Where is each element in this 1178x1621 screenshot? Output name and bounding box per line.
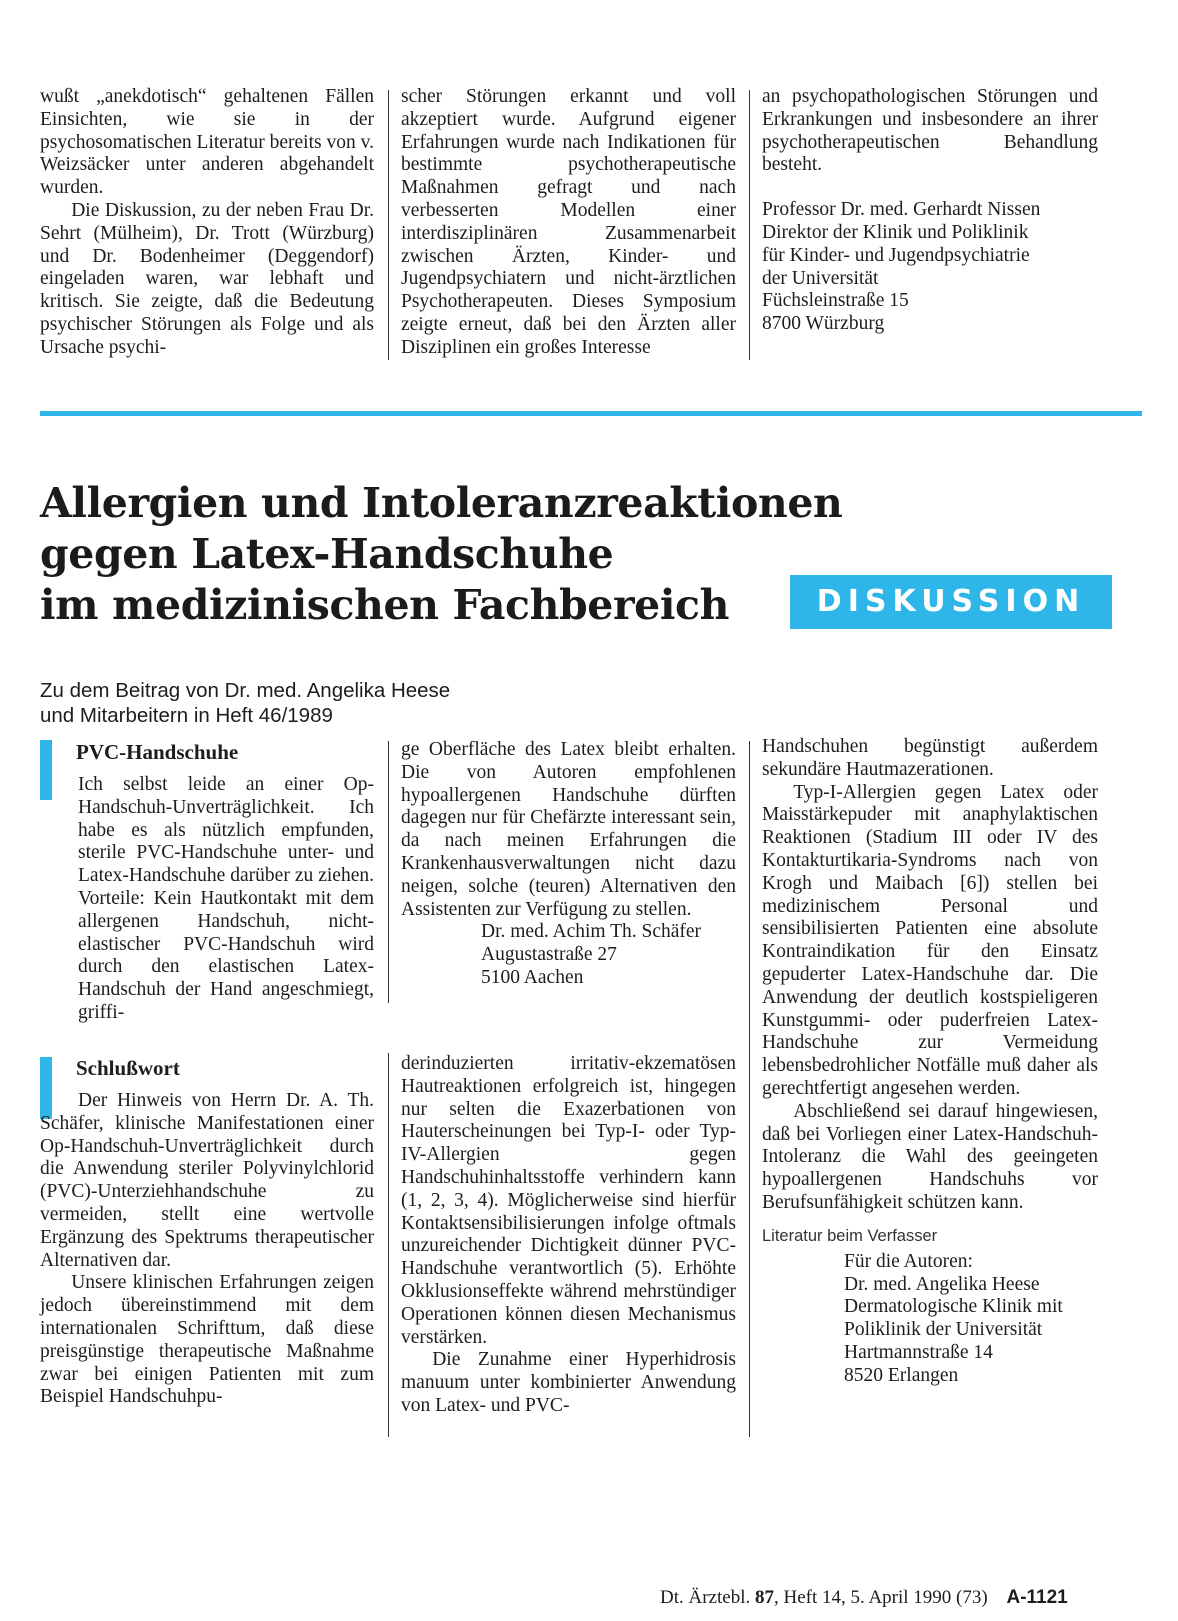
top-col1-paragraph-1: wußt „anekdotisch“ gehaltenen Fällen Einsichten, wie sie in der psychosomatischen Literatur bereits von v. Weizsäcker unter anderen abgehandelt wurden. xyxy=(40,86,374,199)
column-divider xyxy=(388,1053,389,1437)
signature-line: 8520 Erlangen xyxy=(844,1364,959,1386)
signature-line: Augustastraße 27 xyxy=(481,944,617,966)
page-number: A-1121 xyxy=(1006,1587,1068,1608)
author-signature-nissen xyxy=(762,199,1098,336)
title-line: Allergien und Intoleranzreaktionen xyxy=(40,479,843,527)
section-divider-rule xyxy=(40,411,1142,416)
top-column-3 xyxy=(762,86,1098,336)
signature-line: Professor Dr. med. Gerhardt Nissen xyxy=(762,199,1041,221)
literature-note: Literatur beim Verfasser xyxy=(762,1226,938,1245)
reply-col2-paragraph-1: derinduzierten irritativ-ekzematösen Hautreaktionen erfolgreich ist, hingegen nur selten die Exazerbationen von Hauterscheinungen bei Typ-I- oder Typ-IV-Allergien gegen Handschuhinhaltsstoffe verhindern kann (1, 2, 3, 4). Möglicherweise sind hierfür Kontaktsensibilisierungen infolge oftmals unzureichender Dichtigkeit dünner PVC-Handschuhe verantwortlich (5). Erhöhte Okklusionseffekte während mehrstündiger Operationen können diesen Mechanismus verstärken. xyxy=(401,1053,736,1348)
column-divider xyxy=(749,90,750,360)
top-col3-paragraph-1: an psychopathologischen Störungen und Erkrankungen und insbesondere an ihrer psychotherapeutischen Behandlung besteht. xyxy=(762,86,1098,176)
signature-line: für Kinder- und Jugendpsychiatrie xyxy=(762,244,1030,266)
title-line: im medizinischen Fachbereich xyxy=(40,581,730,629)
top-col2-paragraph-1: scher Störungen erkannt und voll akzeptiert wurde. Aufgrund eigener Erfahrungen wurde nach Indikationen für bestimmte psychotherapeutische Maßnahmen gefragt und nach verbesserten Modellen einer interdisziplinären Zusammenarbeit zwischen Ärzten, Kinder- und Jugendpsychiatern und nicht-ärztlichen Psychotherapeuten. Dieses Symposium zeigte erneut, daß bei den Ärzten aller Disziplinen ein großes Interesse xyxy=(401,86,736,358)
section-heading-pvc: PVC-Handschuhe xyxy=(76,740,239,764)
article-subtitle xyxy=(40,678,450,728)
signature-line: der Universität xyxy=(762,267,879,289)
reply-col3-paragraph-1: Typ-I-Allergien gegen Latex oder Maisstärkepuder mit anaphylaktischen Reaktionen (Stadium III oder IV des Kontakturtikaria-Syndroms nach von Krogh und Maibach [6]) stellen bei medizinischem Personal und sensibilisierten Patienten eine absolute Kontraindikation für den Einsatz gepuderter Latex-Handschuhe dar. Die Anwendung der deutlich kostspieligeren Kunstgummi- oder puderfreien Latex-Handschuhe zur Vermeidung lebensbedrohlicher Notfälle muß daher als gerechtfertigt angesehen werden. xyxy=(762,781,1098,1099)
signature-line: Füchsleinstraße 15 xyxy=(762,290,909,312)
reply-col1-paragraph-1: Der Hinweis von Herrn Dr. A. Th. Schäfer, klinische Manifestationen einer Op-Handschuh-Unverträglichkeit durch die Anwendung steriler Polyvinylchlorid (PVC)-Unterziehhandschuhe zu vermeiden, stellt eine wertvolle Ergänzung des Spektrums therapeutischer Alternativen dar. xyxy=(40,1090,374,1271)
signature-line: Poliklinik der Universität xyxy=(844,1319,1043,1341)
article-title xyxy=(40,478,842,631)
reply-col3-paragraph-0: Handschuhen begünstigt außerdem sekundäre Hautmazerationen. xyxy=(762,736,1098,780)
column-divider xyxy=(388,90,389,360)
top-col1-paragraph-2: Die Diskussion, zu der neben Frau Dr. Sehrt (Mülheim), Dr. Trott (Würzburg) und Dr. Bodenheimer (Deggendorf) eingeladen waren, war lebhaft und kritisch. Sie zeigte, daß die Bedeutung psychischer Störungen als Folge und als Ursache psychi- xyxy=(40,199,374,358)
reply-column-1 xyxy=(40,1055,374,1409)
reply-column-2 xyxy=(401,1053,736,1418)
title-line: gegen Latex-Handschuhe xyxy=(40,530,614,578)
diskussion-badge: DISKUSSION xyxy=(790,575,1112,629)
journal-volume: 87 xyxy=(754,1587,774,1608)
author-signature-schaefer xyxy=(401,921,736,989)
journal-issue: , Heft 14, 5. April 1990 (73) xyxy=(773,1587,988,1608)
letter-col1-paragraph: Ich selbst leide an einer Op-Handschuh-Unverträglichkeit. Ich habe es als nützlich empfunden, sterile PVC-Handschuhe unter- und Latex-Handschuhe darüber zu ziehen. Vorteile: Kein Hautkontakt mit dem allergenen Handschuh, nicht-elastischer PVC-Handschuh wird durch den elastischen Latex-Handschuh der Hand angeschmiegt, griffi- xyxy=(78,774,374,1023)
signature-line: Hartmannstraße 14 xyxy=(844,1341,993,1363)
subtitle-line: und Mitarbeitern in Heft 46/1989 xyxy=(40,704,333,727)
column-divider xyxy=(749,741,750,1437)
reply-col1-paragraph-2: Unsere klinischen Erfahrungen zeigen jedoch übereinstimmend mit dem internationalen Schrifttum, daß diese preisgünstige therapeutische Maßnahme zwar bei einigen Patienten mit zum Beispiel Handschuhpu- xyxy=(40,1272,374,1408)
reply-column-3 xyxy=(762,736,1098,1388)
letter-column-1 xyxy=(40,739,374,1025)
journal-name: Dt. Ärztebl. xyxy=(660,1587,751,1608)
signature-line: 5100 Aachen xyxy=(481,966,584,988)
signature-line: Dr. med. Angelika Heese xyxy=(844,1273,1040,1295)
letter-column-2 xyxy=(401,739,736,990)
signature-line: Direktor der Klinik und Poliklinik xyxy=(762,221,1029,243)
top-column-2 xyxy=(401,86,736,360)
reply-col2-paragraph-2: Die Zunahme einer Hyperhidrosis manuum unter kombinierter Anwendung von Latex- und PVC- xyxy=(401,1349,736,1416)
column-divider xyxy=(388,741,389,1003)
subtitle-line: Zu dem Beitrag von Dr. med. Angelika Heese xyxy=(40,679,451,702)
author-signature-heese xyxy=(762,1251,1098,1388)
signature-line: Für die Autoren: xyxy=(844,1250,973,1272)
signature-line: Dr. med. Achim Th. Schäfer xyxy=(481,921,702,943)
page-footer xyxy=(660,1587,1068,1609)
section-heading-schlusswort: Schlußwort xyxy=(76,1056,180,1080)
signature-line: 8700 Würzburg xyxy=(762,313,885,335)
reply-col3-paragraph-2: Abschließend sei darauf hingewiesen, daß bei Vorliegen einer Latex-Handschuh-Intoleranz die Wahl des geeingeten hypoallergenen Handschuhs vor Berufsunfähigkeit schützen kann. xyxy=(762,1100,1098,1213)
signature-line: Dermatologische Klinik mit xyxy=(844,1296,1063,1318)
top-column-1 xyxy=(40,86,374,360)
letter-col2-paragraph: ge Oberfläche des Latex bleibt erhalten. Die von Autoren empfohlenen hypoallergenen Handschuhe dürften dagegen nur für Chefärzte interessant sein, da nach meinen Erfahrungen die Krankenhausverwaltungen nicht dazu neigen, solche (teuren) Alternativen den Assistenten zur Verfügung zu stellen. xyxy=(401,739,736,920)
